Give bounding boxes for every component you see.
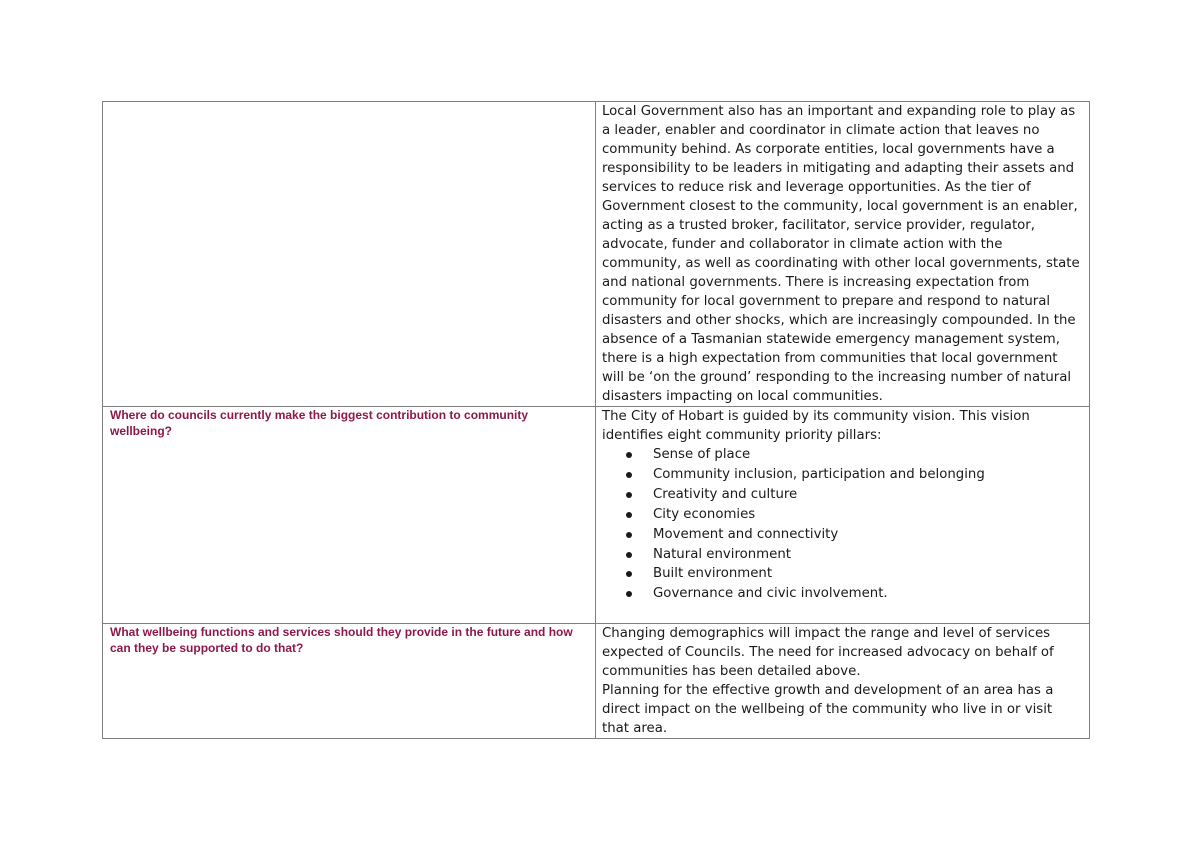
list-item <box>602 525 1083 545</box>
answer-text <box>596 624 1089 738</box>
answer-cell <box>596 624 1090 739</box>
list-item <box>602 505 1083 525</box>
list-item <box>602 485 1083 505</box>
answer-text <box>596 407 1089 604</box>
table-row <box>103 102 1090 407</box>
question-text: Where do councils currently make the biggest contribution to community wellbeing? <box>110 408 529 438</box>
table-row <box>103 624 1090 739</box>
list-item <box>602 584 1083 604</box>
answer-intro: The City of Hobart is guided by its community vision. This vision identifies eight community priority pillars: <box>602 409 1030 443</box>
bullet-icon <box>626 492 632 498</box>
question-cell <box>103 102 596 407</box>
list-item <box>602 545 1083 565</box>
list-item-label: Sense of place <box>653 447 751 462</box>
answer-paragraph: Changing demographics will impact the range and level of services expected of Councils. The need for increased advocacy on behalf of communities has been detailed above. <box>602 626 1054 679</box>
answer-text <box>596 102 1089 406</box>
list-item <box>602 465 1083 485</box>
answer-cell <box>596 407 1090 624</box>
list-item-label: City economies <box>653 506 756 522</box>
bullet-icon <box>626 571 632 577</box>
bullet-icon <box>626 472 632 478</box>
list-item-label: Natural environment <box>653 546 791 562</box>
consultation-table <box>102 101 1090 739</box>
table-row <box>103 407 1090 624</box>
list-item-label: Movement and connectivity <box>653 526 839 542</box>
bullet-icon <box>626 532 632 538</box>
list-item-label: Built environment <box>653 566 773 582</box>
bullet-icon <box>626 552 632 558</box>
answer-paragraph: Planning for the effective growth and development of an area has a direct impact on the wellbeing of the community who live in or visit that area. <box>602 683 1054 736</box>
list-item-label: Community inclusion, participation and belonging <box>653 466 985 482</box>
list-item-label: Creativity and culture <box>653 486 798 502</box>
priority-pillars-list <box>602 445 1083 604</box>
bullet-icon <box>626 512 632 518</box>
question-cell <box>103 624 596 739</box>
answer-paragraph: Local Government also has an important and expanding role to play as a leader, enabler and coordinator in climate action that leaves no community behind. As corporate entities, local governments have a responsibility to be leaders in mitigating and adapting their assets and services to reduce risk and leverage opportunities. As the tier of Government closest to the community, local government is an enabler, acting as a trusted broker, facilitator, service provider, regulator, advocate, funder and collaborator in climate action with the community, as well as coordinating with other local governments, state and national governments. There is increasing expectation from community for local government to prepare and respond to natural disasters and other shocks, which are increasingly compounded. In the absence of a Tasmanian statewide emergency management system, there is a high expectation from communities that local government will be ‘on the ground’ responding to the increasing number of natural disasters impacting on local communities. <box>602 104 1080 404</box>
list-item <box>602 445 1083 465</box>
question-text: What wellbeing functions and services should they provide in the future and how can they be supported to do that? <box>110 625 573 655</box>
list-item-label: Governance and civic involvement. <box>653 586 888 602</box>
question-cell <box>103 407 596 624</box>
question-text <box>103 102 595 103</box>
list-item <box>602 564 1083 584</box>
answer-cell <box>596 102 1090 407</box>
bullet-icon <box>626 452 632 458</box>
bullet-icon <box>626 591 632 597</box>
